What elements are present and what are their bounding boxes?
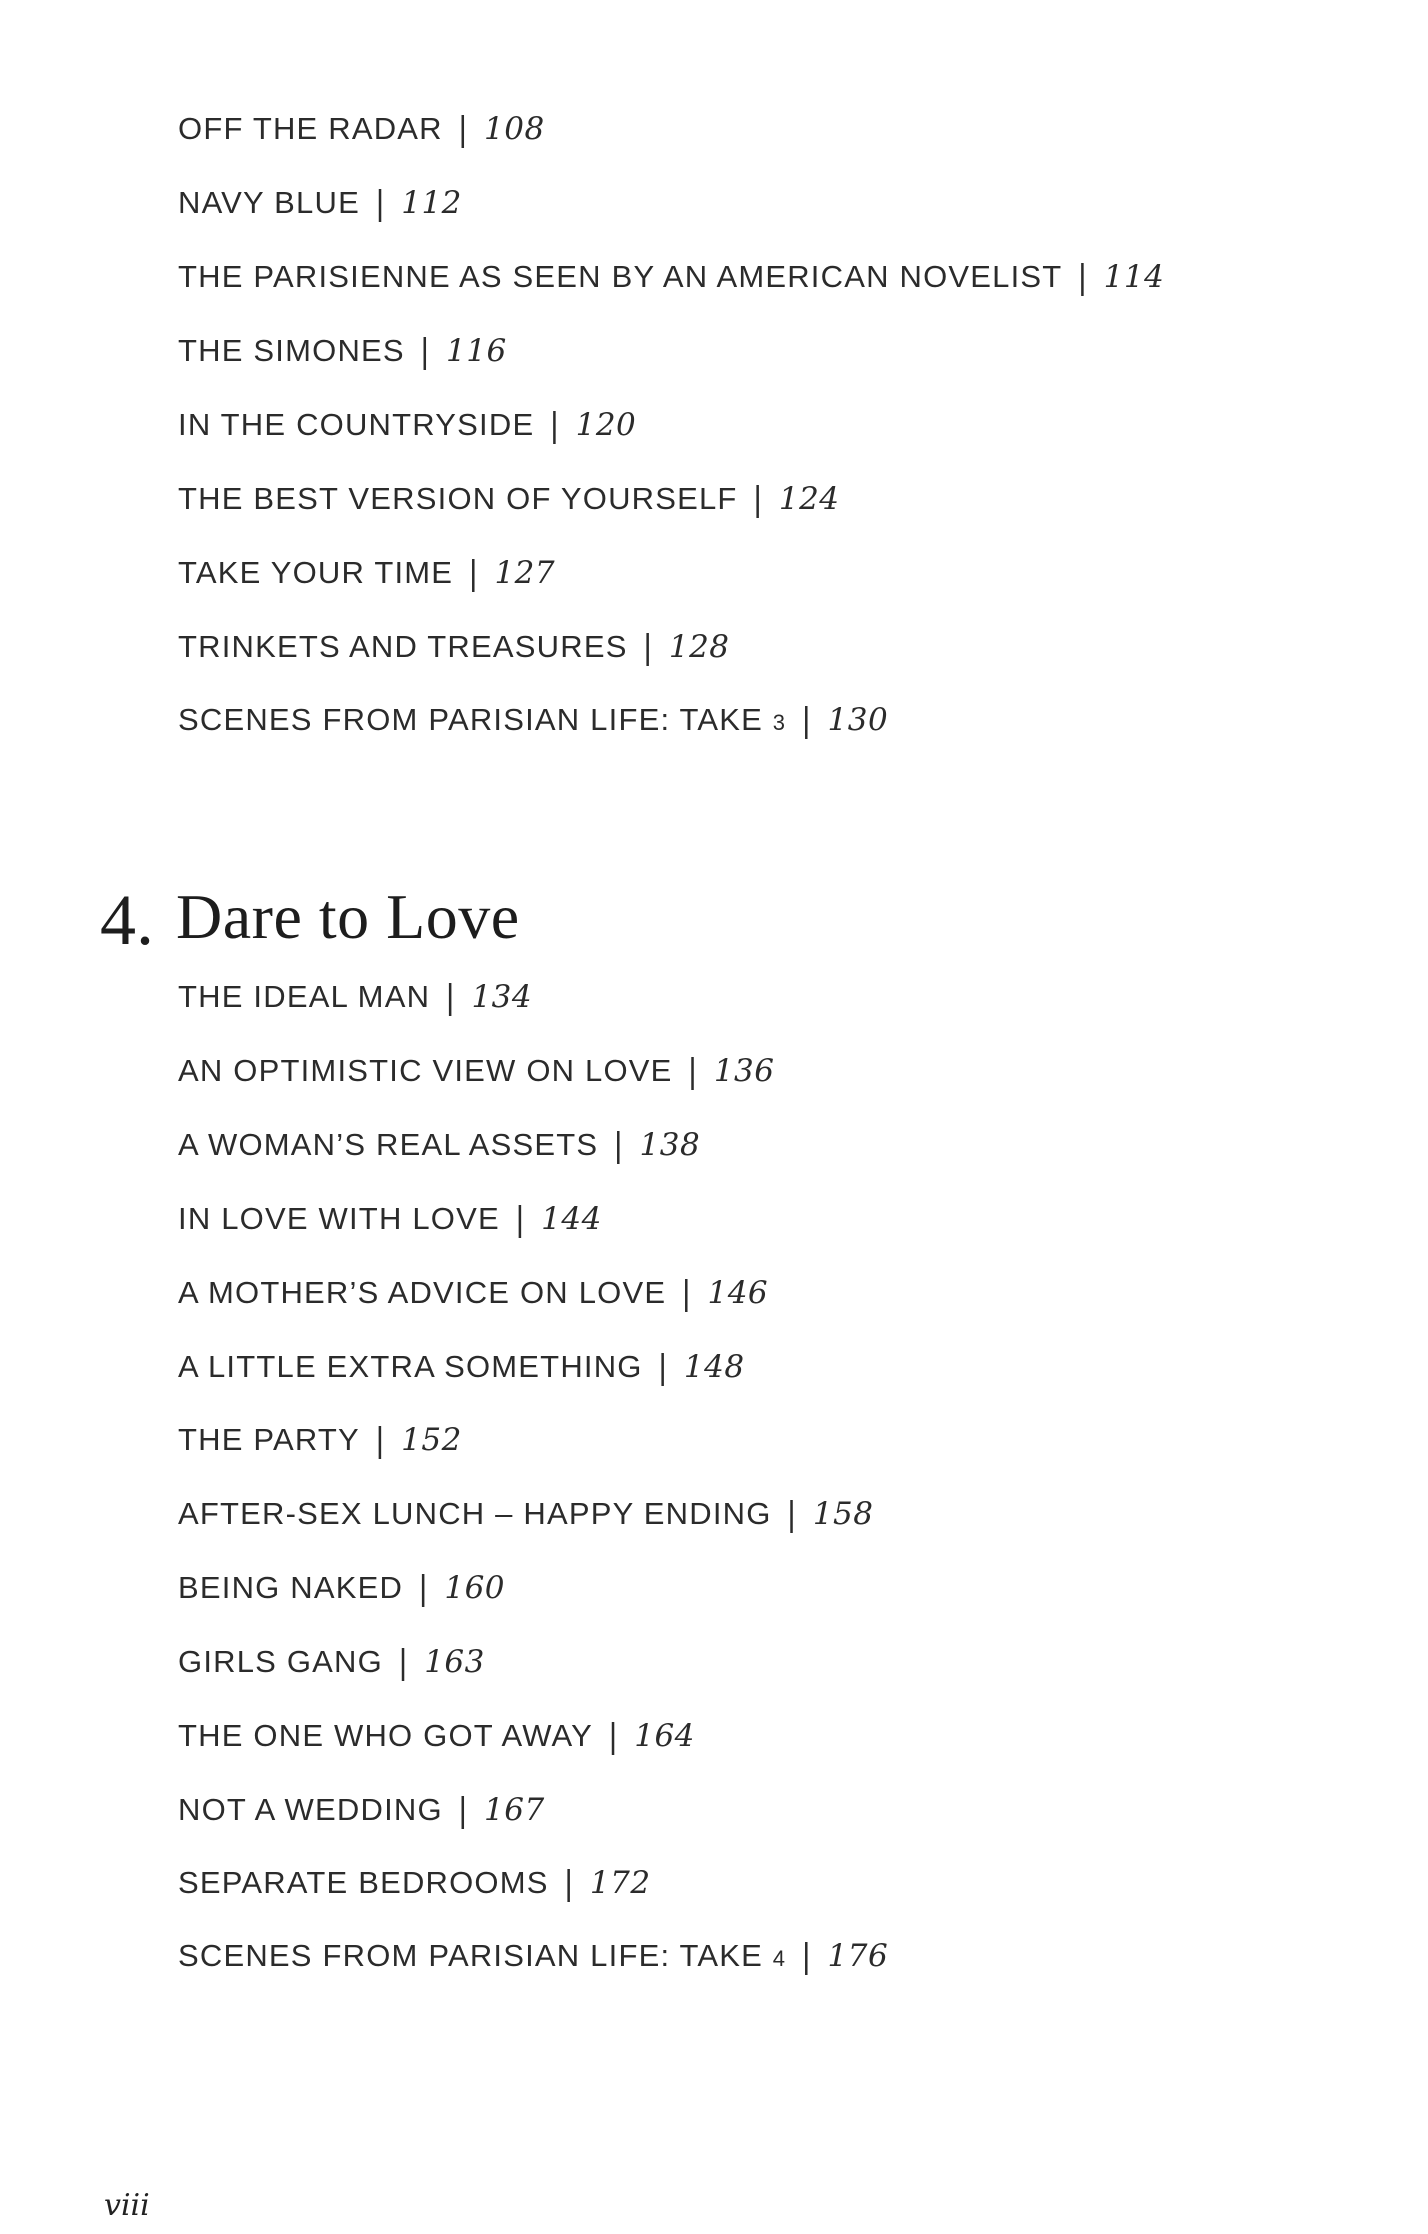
toc-entry-title: THE BEST VERSION OF YOURSELF: [178, 481, 738, 516]
toc-separator: |: [643, 626, 653, 667]
toc-entry[interactable]: [178, 183, 462, 223]
toc-separator: |: [458, 1789, 469, 1830]
toc-entry-title: SEPARATE BEDROOMS: [178, 1865, 549, 1900]
toc-entry[interactable]: [178, 553, 555, 593]
toc-entry-title: A LITTLE EXTRA SOMETHING: [178, 1349, 643, 1384]
toc-entry-title: THE IDEAL MAN: [178, 979, 431, 1014]
toc-entry[interactable]: [178, 479, 840, 519]
toc-page-number: 127: [494, 555, 556, 591]
toc-page-number: 152: [401, 1422, 462, 1458]
toc-entry[interactable]: [178, 627, 730, 667]
toc-entry[interactable]: [178, 977, 532, 1017]
toc-entry[interactable]: [178, 1420, 462, 1460]
toc-separator: |: [802, 1935, 812, 1976]
toc-entry[interactable]: [178, 700, 888, 743]
toc-separator: |: [658, 1346, 668, 1387]
toc-entry[interactable]: [178, 1642, 485, 1682]
toc-separator: |: [446, 976, 456, 1017]
toc-entry[interactable]: [178, 1051, 774, 1091]
toc-entry-title: IN LOVE WITH LOVE: [178, 1201, 500, 1236]
toc-separator: |: [564, 1862, 574, 1903]
toc-entry-title: IN THE COUNTRYSIDE: [178, 407, 535, 442]
toc-entry-title: THE SIMONES: [178, 333, 405, 368]
toc-entry[interactable]: [178, 257, 1164, 297]
toc-entry-title: TAKE YOUR TIME: [178, 555, 454, 590]
toc-page-number: 120: [575, 407, 637, 443]
toc-entry-title: SCENES FROM PARISIAN LIFE: TAKE: [178, 1938, 773, 1973]
toc-entry[interactable]: [178, 1790, 545, 1830]
toc-entry-title: OFF THE RADAR: [178, 111, 443, 146]
toc-entry[interactable]: [178, 331, 507, 371]
toc-page-number: 176: [827, 1938, 889, 1974]
toc-entry[interactable]: [178, 1936, 888, 1979]
toc-entry-title: TRINKETS AND TREASURES: [178, 629, 628, 664]
toc-page-number: 124: [778, 481, 840, 517]
toc-page-number: 144: [541, 1201, 602, 1237]
toc-entry[interactable]: [178, 109, 545, 149]
toc-page-number: 136: [713, 1053, 775, 1089]
toc-separator: |: [550, 404, 560, 445]
toc-entry-title: GIRLS GANG: [178, 1644, 383, 1679]
toc-separator: |: [688, 1050, 698, 1091]
toc-entry-title: NOT A WEDDING: [178, 1792, 443, 1827]
toc-entry-title: SCENES FROM PARISIAN LIFE: TAKE: [178, 702, 773, 737]
toc-page-number: 158: [812, 1496, 874, 1532]
toc-entry[interactable]: [178, 1273, 768, 1313]
toc-page-number: 114: [1103, 259, 1165, 295]
toc-page-number: 163: [424, 1644, 485, 1680]
toc-separator: |: [469, 552, 479, 593]
toc-page-number: 134: [471, 979, 533, 1015]
toc-entry[interactable]: [178, 1199, 602, 1239]
toc-entry[interactable]: [178, 1494, 873, 1534]
toc-page-number: 167: [484, 1792, 545, 1828]
toc-separator: |: [375, 182, 386, 223]
chapter-title[interactable]: Dare to Love: [176, 881, 520, 952]
toc-separator: |: [420, 330, 431, 371]
toc-separator: |: [1078, 256, 1088, 297]
toc-separator: |: [419, 1567, 429, 1608]
toc-entry-title: AN OPTIMISTIC VIEW ON LOVE: [178, 1053, 673, 1088]
toc-entry[interactable]: [178, 405, 636, 445]
toc-separator: |: [515, 1198, 526, 1239]
toc-entry[interactable]: [178, 1568, 505, 1608]
toc-page-number: 148: [683, 1349, 745, 1385]
page-folio: viii: [104, 2188, 150, 2223]
toc-page-number: 128: [668, 629, 730, 665]
toc-page-number: 112: [401, 185, 462, 221]
toc-separator: |: [753, 478, 763, 519]
toc-entry-title: A WOMAN’S REAL ASSETS: [178, 1127, 599, 1162]
toc-page-number: 130: [827, 702, 889, 738]
toc-take-number: 3: [772, 710, 787, 735]
toc-separator: |: [682, 1272, 692, 1313]
toc-entry-title: AFTER-SEX LUNCH – HAPPY ENDING: [178, 1496, 772, 1531]
toc-separator: |: [375, 1419, 386, 1460]
chapter-number: 4.: [100, 880, 154, 960]
toc-entry-title: BEING NAKED: [178, 1570, 404, 1605]
toc-entry-title: NAVY BLUE: [178, 185, 360, 220]
toc-entry[interactable]: [178, 1863, 651, 1903]
toc-page-number: 160: [444, 1570, 506, 1606]
toc-entry-title: A MOTHER’S ADVICE ON LOVE: [178, 1275, 667, 1310]
toc-page-number: 108: [484, 111, 545, 147]
toc-page-number: 116: [446, 333, 507, 369]
toc-separator: |: [614, 1124, 624, 1165]
toc-page-number: 138: [639, 1127, 701, 1163]
toc-entry-title: THE PARTY: [178, 1422, 360, 1457]
toc-separator: |: [398, 1641, 409, 1682]
toc-separator: |: [608, 1715, 619, 1756]
toc-entry[interactable]: [178, 1716, 695, 1756]
toc-separator: |: [458, 108, 469, 149]
toc-page-number: 164: [634, 1718, 695, 1754]
toc-page-number: 146: [707, 1275, 769, 1311]
toc-entry-title: THE PARISIENNE AS SEEN BY AN AMERICAN NOVELIST: [178, 259, 1063, 294]
toc-entry-title: THE ONE WHO GOT AWAY: [178, 1718, 593, 1753]
toc-entry[interactable]: [178, 1125, 700, 1165]
toc-separator: |: [802, 699, 812, 740]
toc-entry[interactable]: [178, 1347, 745, 1387]
toc-take-number: 4: [772, 1946, 787, 1971]
toc-page-number: 172: [589, 1865, 651, 1901]
toc-separator: |: [787, 1493, 797, 1534]
